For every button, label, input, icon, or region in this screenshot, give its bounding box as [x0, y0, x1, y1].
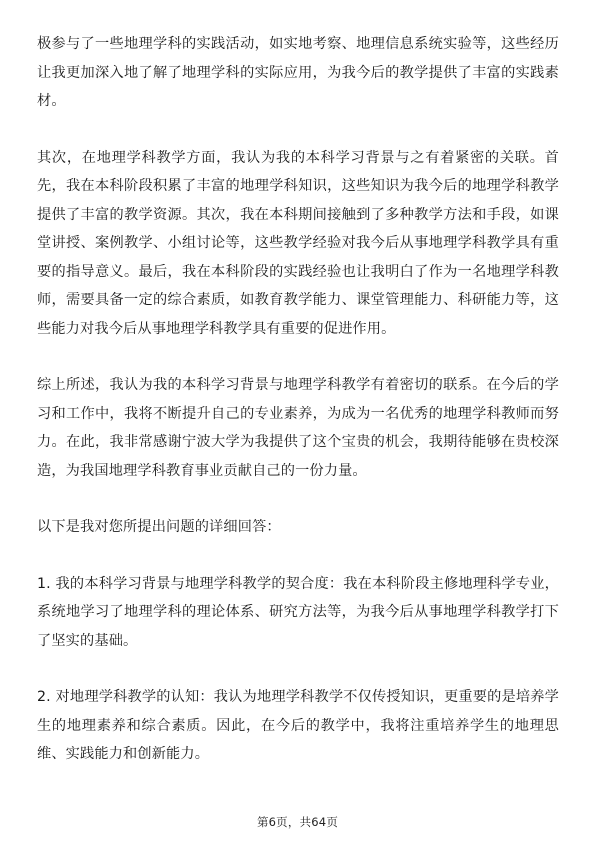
paragraph-gap [37, 655, 559, 683]
paragraph-gap [37, 116, 559, 144]
list-item-answer-2: 2. 对地理学科教学的认知：我认为地理学科教学不仅传授知识，更重要的是培养学生的地理素养和综合素质。因此，在今后的教学中，我将注重培养学生的地理思维、实践能力和创新能力。 [37, 689, 559, 762]
paragraph-teaching-connection: 其次，在地理学科教学方面，我认为我的本科学习背景与之有着紧密的关联。首先，我在本科阶段积累了丰富的地理学科知识，这些知识为我今后的地理学科教学提供了丰富的教学资源。其次，我在本科期间接触到了多种教学方法和手段，如课堂讲授、案例教学、小组讨论等，这些教学经验对我今后从事地理学科教学具有重要的指导意义。最后，我在本科阶段的实践经验也让我明白了作为一名地理学科教师，需要具备一定的综合素质，如教育教学能力、课堂管理能力、科研能力等，这些能力对我今后从事地理学科教学具有重要的促进作用。 [37, 149, 559, 337]
paragraph-answers-intro: 以下是我对您所提出问题的详细回答： [37, 519, 281, 535]
paragraph-practice-experience: 极参与了一些地理学科的实践活动，如实地考察、地理信息系统实验等，这些经历让我更加深入地了解了地理学科的实际应用，为我今后的教学提供了丰富的实践素材。 [37, 36, 559, 109]
paragraph-gap [37, 485, 559, 513]
page-number: 第6页，共64页 [256, 815, 339, 829]
paragraph-gap [37, 343, 559, 371]
paragraph-gap [37, 542, 559, 570]
list-item-answer-1: 1. 我的本科学习背景与地理学科教学的契合度：我在本科阶段主修地理科学专业，系统地学习了地理学科的理论体系、研究方法等，为我今后从事地理学科教学打下了坚实的基础。 [37, 575, 559, 649]
paragraph-summary: 综上所述，我认为我的本科学习背景与地理学科教学有着密切的联系。在今后的学习和工作中，我将不断提升自己的专业素养，为成为一名优秀的地理学科教师而努力。在此，我非常感谢宁波大学为我提供了这个宝贵的机会，我期待能够在贵校深造，为我国地理学科教育事业贡献自己的一份力量。 [37, 377, 559, 479]
document-body [37, 30, 559, 769]
